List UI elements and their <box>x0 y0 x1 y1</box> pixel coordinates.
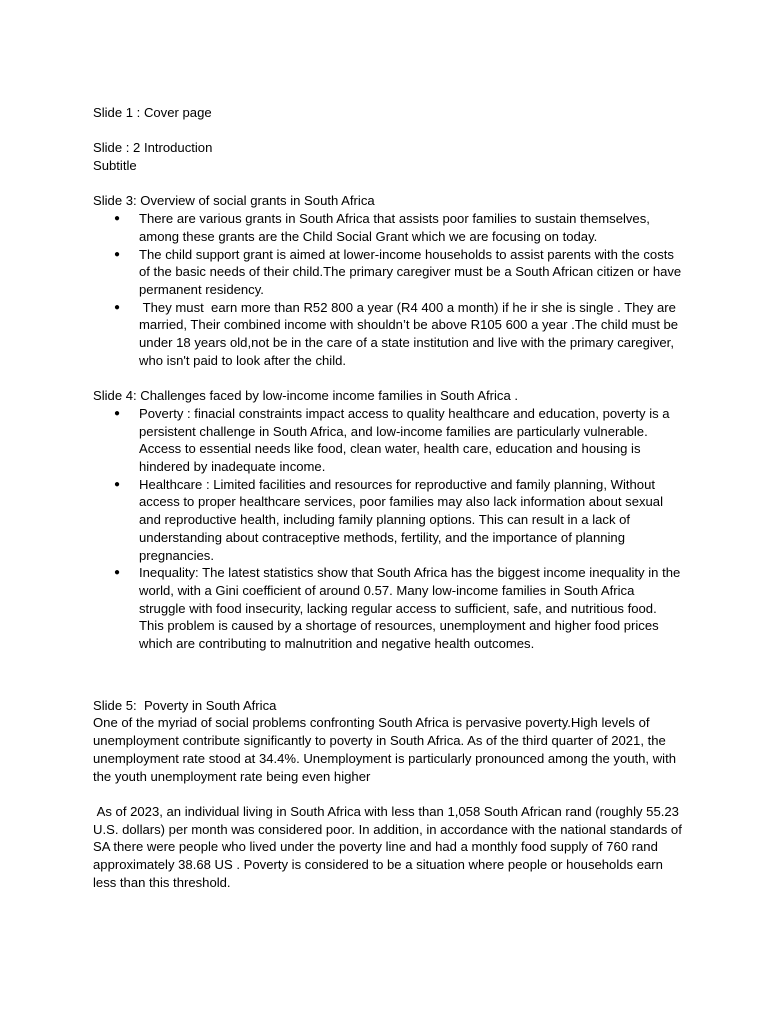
slide-4-heading: Slide 4: Challenges faced by low-income income families in South Africa . <box>93 388 519 404</box>
slide-3-bullet-list <box>93 210 687 369</box>
slide-4-bullet: ● Healthcare : Limited facilities and resources for reproductive and family planning, Without access to proper healthcare services, poor families may also lack information about sexual and reproductive health, including family planning options. This can result in a lack of understanding about contraceptive methods, fertility, and the importance of planning pregnancies. <box>93 476 683 565</box>
slide-2-subtitle: Subtitle <box>93 158 137 174</box>
spacer <box>93 370 683 388</box>
spacer <box>93 785 683 803</box>
slide-5-paragraph: One of the myriad of social problems confronting South Africa is pervasive poverty.High levels of unemployment contribute significantly to poverty in South Africa. As of the third quarter of 2021, the unemployment rate stood at 34.4%. Unemployment is particularly pronounced among the youth, with the youth unemployment rate being even higher <box>93 715 680 784</box>
slide-4-bullet: ● Inequality: The latest statistics show that South Africa has the biggest income inequality in the world, with a Gini coefficient of around 0.57. Many low-income families in South Africa struggle with food insecurity, lacking regular access to sufficient, safe, and nutritious food. This problem is caused by a shortage of resources, unemployment and higher food prices which are contributing to malnutrition and negative health outcomes. <box>93 564 683 653</box>
slide-4-bullet: ● Poverty : finacial constraints impact access to quality healthcare and education, poverty is a persistent challenge in South Africa, and low-income families are particularly vulnerable. Access to essential needs like food, clean water, health care, education and housing is hindered by inadequate income. <box>93 405 683 476</box>
spacer <box>93 175 683 193</box>
slide-5-heading: Slide 5: Poverty in South Africa <box>93 697 277 713</box>
slide-3-bullet: ● The child support grant is aimed at lower-income households to assist parents with the costs of the basic needs of their child.The primary caregiver must be a South African citizen or have permanent residency. <box>93 246 683 299</box>
slide-3-bullet: ● There are various grants in South Africa that assists poor families to sustain themselves, among these grants are the Child Social Grant which we are focusing on today. <box>93 210 683 245</box>
spacer <box>93 122 683 140</box>
slide-4-bullet-list <box>93 405 683 653</box>
slide-3-heading: Slide 3: Overview of social grants in South Africa <box>93 193 375 209</box>
slide-2-heading: Slide : 2 Introduction <box>93 140 213 156</box>
slide-1-heading: Slide 1 : Cover page <box>93 105 212 120</box>
spacer <box>93 653 683 697</box>
slide-3-bullet: ● They must earn more than R52 800 a year (R4 400 a month) if he ir she is single . They are married, Their combined income with shouldn’t be above R105 600 a year .The child must be under 18 years old,not be in the care of a state institution and live with the primary caregiver, who isn't paid to look after the child. <box>93 299 683 370</box>
slide-5-paragraph: As of 2023, an individual living in South Africa with less than 1,058 South African rand (roughly 55.23 U.S. dollars) per month was considered poor. In addition, in accordance with the national standards of SA there were people who lived under the poverty line and had a monthly food supply of 760 rand approximately 38.68 US . Poverty is considered to be a situation where people or households earn less than this threshold. <box>93 803 686 890</box>
document-body <box>93 104 687 891</box>
